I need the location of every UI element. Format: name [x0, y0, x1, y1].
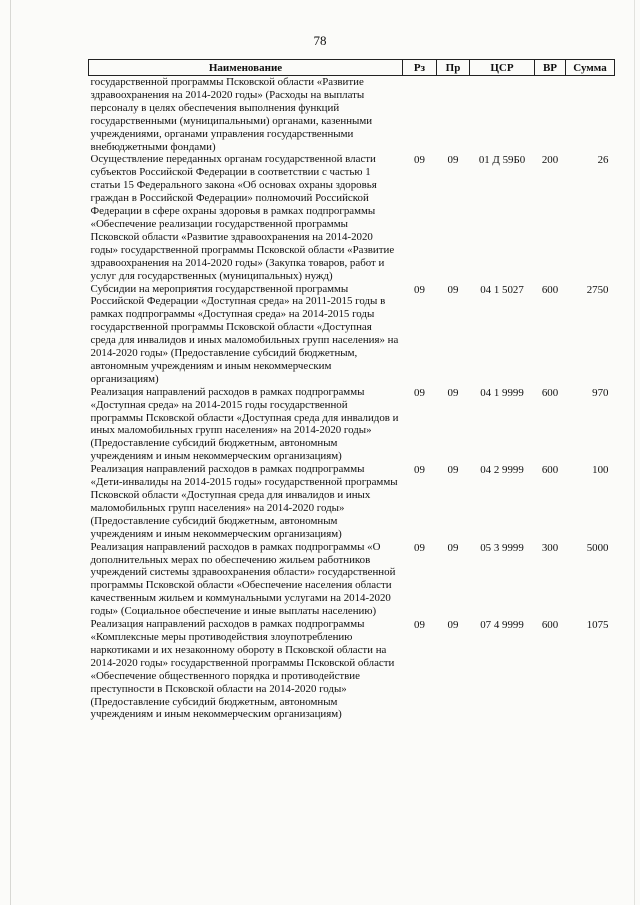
table-row [89, 463, 615, 540]
table-row [89, 386, 615, 463]
row-name: Субсидии на мероприятия государственной программы Российской Федерации «Доступная среда» на 2011-2015 годы в рамках подпрограммы «Доступная среда» на 2014-2015 годы государственной программы Псковской области «Доступная среда для инвалидов и иных маломобильных групп населения» на 2014-2020 годы» (Предоставление субсидий бюджетным, автономным учреждениям и иным некоммерческим организациям) [90, 282, 399, 385]
row-rz: 09 [414, 386, 425, 399]
header-pr: Пр [437, 60, 470, 76]
row-csr: 04 1 9999 [480, 386, 524, 399]
header-rz: Рз [403, 60, 437, 76]
row-pr: 09 [447, 154, 459, 167]
row-vr: 600 [541, 464, 559, 477]
row-csr: 05 3 9999 [480, 541, 524, 554]
row-name: Осуществление переданных органам государственной власти субъектов Российской Федерации в соответствии с частью 1 статьи 15 Федерального закона «Об основах охраны здоровья граждан в Российской Федерации» полномочий Российской Федерации в сфере охраны здоровья в рамках подпрограммы «Обеспечение реализации государственной программы Псковской области «Развитие здравоохранения на 2014-2020 годы» государственной программы Псковской области «Развитие здравоохранения на 2014-2020 годы» (Закупка товаров, работ и услуг для государственных (муниципальных) нужд) [90, 153, 395, 282]
row-vr: 600 [541, 386, 559, 399]
row-name: Реализация направлений расходов в рамках подпрограммы «О дополнительных мерах по обеспечению жильем работников учреждений системы здравоохранения области» государственной программы Псковской области «Обеспечение населения области качественным жильем и коммунальными услугами на 2014-2020 годы» (Социальное обеспечение и иные выплаты населению) [90, 540, 396, 618]
row-rz: 09 [414, 283, 425, 296]
row-rz [403, 76, 437, 154]
row-rz: 09 [414, 464, 425, 477]
table-row [89, 283, 615, 386]
row-sum: 100 [592, 464, 609, 477]
header-csr: ЦСР [470, 60, 535, 76]
header-sum: Сумма [566, 60, 615, 76]
row-pr: 09 [447, 619, 459, 632]
row-name: Реализация направлений расходов в рамках подпрограммы «Дети-инвалиды на 2014-2015 годы» государственной программы Псковской области «Доступная среда для инвалидов и иных маломобильных групп населения» на 2014-2020 годы» (Предоставление субсидий бюджетным, автономным учреждениям и иным некоммерческим организациям) [90, 463, 398, 540]
row-csr: 07 4 9999 [480, 619, 524, 632]
header-name: Наименование [89, 60, 403, 76]
row-name: государственной программы Псковской области «Развитие здравоохранения на 2014-2020 годы» (Расходы на выплаты персоналу в целях обеспечения выполнения функций государственными (муниципальными) органами, казенными учреждениями, органами управления государственными внебюджетными фондами) [90, 76, 373, 153]
row-sum: 970 [592, 386, 609, 399]
row-pr: 09 [447, 541, 459, 554]
table-row [89, 153, 615, 282]
row-name: Реализация направлений расходов в рамках подпрограммы «Доступная среда» на 2014-2015 годы государственной программы Псковской области «Доступная среда для инвалидов и иных маломобильных групп населения» на 2014-2020 годы» (Предоставление субсидий бюджетным, автономным учреждениям и иным некоммерческим организациям) [90, 385, 399, 463]
row-vr [535, 76, 566, 154]
row-name: Реализация направлений расходов в рамках подпрограммы «Комплексные меры противодействия злоупотреблению наркотиками и их незаконному обороту в Псковской области на 2014-2020 годы» государственной программы Псковской области «Обеспечение общественного порядка и противодействие преступности в Псковской области на 2014-2020 годы» (Предоставление субсидий бюджетным, автономным учреждениям и иным некоммерческим организациям) [90, 618, 395, 721]
row-vr: 600 [541, 283, 559, 296]
row-sum [566, 76, 615, 154]
table-row [89, 76, 615, 154]
row-csr: 01 Д 59Б0 [478, 154, 526, 167]
budget-table [88, 59, 615, 721]
row-pr [437, 76, 470, 154]
row-sum: 5000 [586, 541, 609, 554]
row-rz: 09 [414, 541, 425, 554]
table-header-row [89, 60, 615, 76]
row-sum: 2750 [586, 283, 609, 296]
row-rz: 09 [414, 154, 425, 167]
scan-edge-left [10, 0, 11, 905]
page-number: 78 [313, 33, 327, 48]
row-pr: 09 [447, 464, 459, 477]
scan-edge-right [634, 0, 635, 905]
row-sum: 1075 [586, 619, 609, 632]
row-pr: 09 [447, 283, 459, 296]
table-row [89, 541, 615, 618]
row-vr: 200 [541, 154, 559, 167]
header-vr: ВР [535, 60, 566, 76]
row-csr [470, 76, 535, 154]
table-row [89, 618, 615, 721]
row-vr: 600 [541, 619, 559, 632]
row-csr: 04 2 9999 [480, 464, 524, 477]
row-vr: 300 [541, 541, 559, 554]
row-rz: 09 [414, 619, 425, 632]
row-sum: 26 [597, 154, 609, 167]
row-pr: 09 [447, 386, 459, 399]
row-csr: 04 1 5027 [480, 283, 524, 296]
